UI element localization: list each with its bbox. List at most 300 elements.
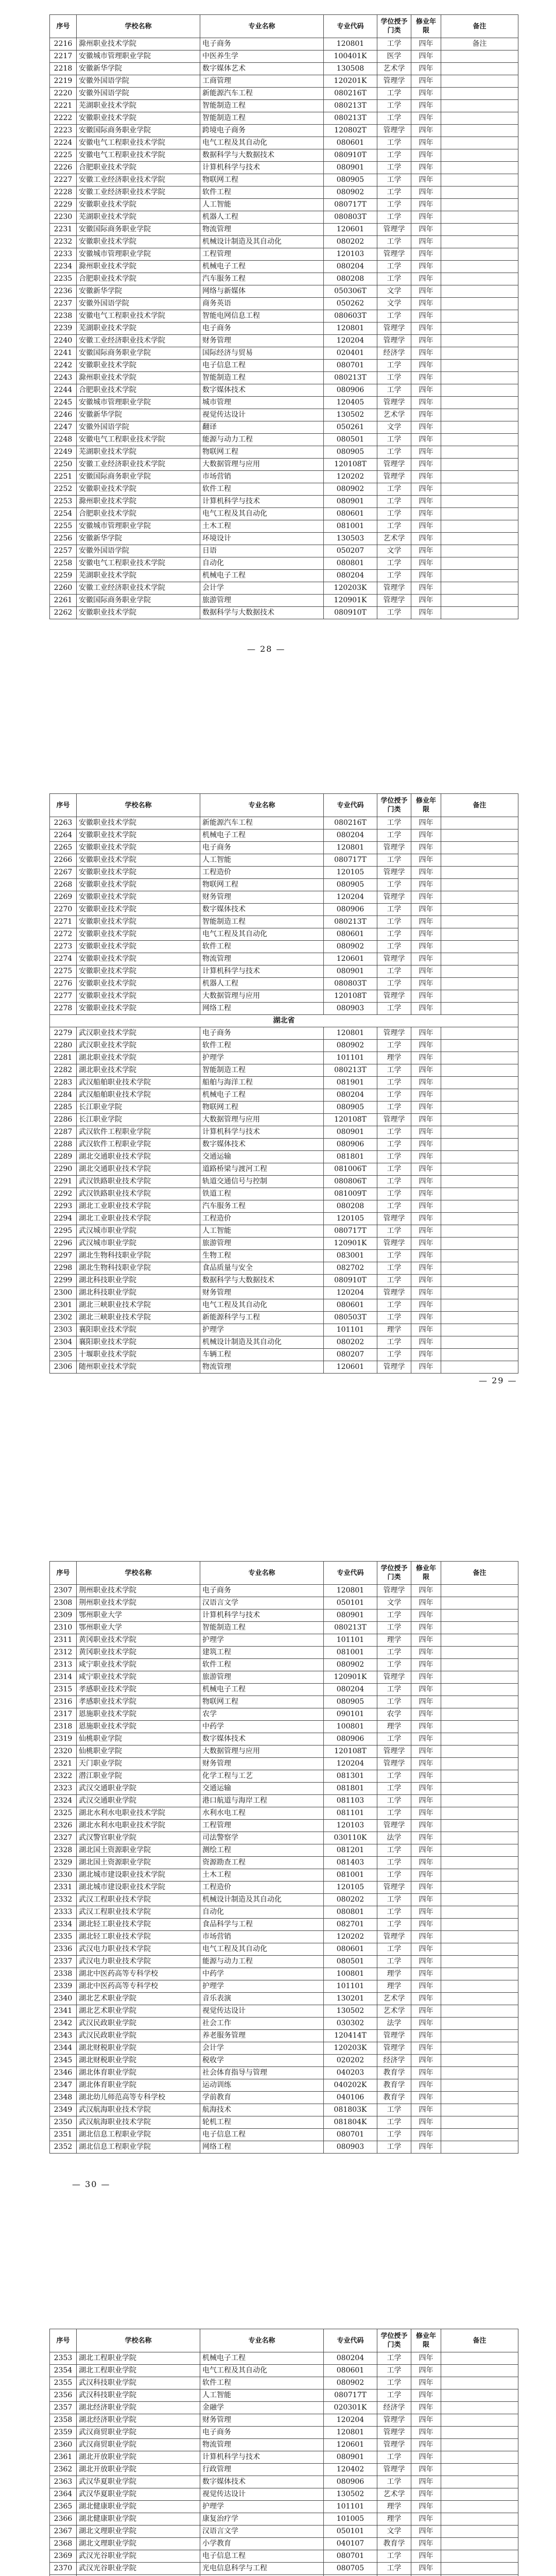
program-code: 130502 [324,409,377,421]
remarks [441,2501,518,2513]
school-name: 武汉职业技术学院 [77,1040,200,1052]
remarks [441,953,518,965]
study-duration: 四年 [411,310,441,323]
table-row [50,1299,518,1312]
remarks [441,607,518,619]
study-duration: 四年 [411,285,441,298]
program-code: 080208 [324,1200,377,1213]
degree-category: 工学 [377,1275,411,1287]
table-row [50,1943,518,1956]
degree-category: 管理学 [377,75,411,88]
program-name: 智能制造工程 [200,1622,324,1634]
study-duration: 四年 [411,1225,441,1238]
program-name: 网络工程 [200,2141,324,2154]
remarks [441,1659,518,1671]
program-code: 120405 [324,397,377,409]
program-code: 120108T [324,1745,377,1758]
remarks [441,2513,518,2526]
remarks [441,187,518,199]
table-row [50,2141,518,2154]
study-duration: 四年 [411,1003,441,1015]
study-duration: 四年 [411,1064,441,1077]
program-name: 学前教育 [200,2092,324,2104]
school-name: 湖北科技职业学院 [77,1287,200,1299]
row-index: 2370 [50,2563,77,2575]
study-duration: 四年 [411,2526,441,2538]
degree-category: 工学 [377,1857,411,1869]
school-name: 武汉华夏职业学院 [77,2476,200,2488]
table-row [50,854,518,867]
program-name: 大数据管理与应用 [200,990,324,1003]
program-name: 机器人工程 [200,211,324,224]
table-row [50,199,518,211]
school-name: 湖北交通职业技术学院 [77,1151,200,1163]
program-name: 旅游管理 [200,1238,324,1250]
degree-category: 工学 [377,1795,411,1807]
row-index: 2294 [50,1213,77,1225]
table-row [50,2439,518,2451]
degree-category: 艺术学 [377,2488,411,2501]
study-duration: 四年 [411,1200,441,1213]
study-duration: 四年 [411,1820,441,1832]
program-code: 080204 [324,570,377,582]
school-name: 武汉华夏职业学院 [77,2488,200,2501]
study-duration: 四年 [411,508,441,520]
program-name: 工程管理 [200,248,324,261]
school-name: 安徽职业技术学院 [77,854,200,867]
table-row [50,879,518,891]
school-name: 湖北水利水电职业技术学院 [77,1820,200,1832]
school-name: 安徽新华学院 [77,533,200,545]
table-row [50,1894,518,1906]
program-name: 行政管理 [200,2464,324,2476]
remarks [441,867,518,879]
row-index: 2368 [50,2538,77,2550]
school-name: 湖北体育职业学院 [77,2079,200,2092]
row-index: 2324 [50,1795,77,1807]
degree-category: 法学 [377,1832,411,1844]
program-name: 生物工程 [200,1250,324,1262]
study-duration: 四年 [411,100,441,112]
program-code: 080601 [324,1299,377,1312]
table-row [50,2389,518,2402]
study-duration: 四年 [411,2476,441,2488]
program-name: 运动训练 [200,2079,324,2092]
study-duration: 四年 [411,570,441,582]
table-row [50,1126,518,1139]
program-code: 120204 [324,335,377,347]
row-index: 2338 [50,1968,77,1980]
program-name: 数字媒体艺术 [200,63,324,75]
degree-category: 管理学 [377,891,411,904]
program-name: 中药学 [200,1721,324,1733]
study-duration: 四年 [411,1597,441,1609]
degree-category: 工学 [377,88,411,100]
school-name: 合肥职业技术学院 [77,384,200,397]
study-duration: 四年 [411,298,441,310]
school-name: 湖北职业技术学院 [77,1064,200,1077]
row-index: 2317 [50,1708,77,1721]
study-duration: 四年 [411,1151,441,1163]
remarks [441,545,518,557]
degree-category: 工学 [377,483,411,496]
study-duration: 四年 [411,2042,441,2055]
study-duration: 四年 [411,1980,441,1993]
program-code: 080906 [324,1139,377,1151]
study-duration: 四年 [411,174,441,187]
degree-category: 经济学 [377,2055,411,2067]
program-code: 101101 [324,2501,377,2513]
table-row [50,211,518,224]
remarks [441,557,518,570]
program-name: 电子信息工程 [200,2129,324,2141]
table-row [50,2092,518,2104]
remarks [441,1238,518,1250]
remarks [441,409,518,421]
remarks [441,446,518,459]
row-index: 2245 [50,397,77,409]
program-code: 120201K [324,75,377,88]
degree-category: 管理学 [377,323,411,335]
program-code: 050262 [324,298,377,310]
row-index: 2367 [50,2526,77,2538]
school-name: 安徽外国语学院 [77,298,200,310]
program-name: 跨境电子商务 [200,125,324,137]
remarks [441,459,518,471]
remarks [441,2427,518,2439]
table-row [50,953,518,965]
row-index: 2225 [50,149,77,162]
table-row [50,1622,518,1634]
program-name: 数字媒体技术 [200,1139,324,1151]
program-name: 软件工程 [200,1040,324,1052]
table-row [50,409,518,421]
school-name: 湖北工业职业技术学院 [77,1200,200,1213]
degree-category: 理学 [377,1980,411,1993]
study-duration: 四年 [411,2538,441,2550]
remarks [441,2550,518,2563]
remarks [441,211,518,224]
study-duration: 四年 [411,2116,441,2129]
table-row [50,248,518,261]
table-row [50,1250,518,1262]
program-name: 自动化 [200,557,324,570]
program-code: 080213T [324,1064,377,1077]
table-row [50,916,518,928]
remarks [441,1361,518,1374]
remarks [441,162,518,174]
remarks [441,2352,518,2365]
program-name: 电气工程及其自动化 [200,1299,324,1312]
program-name: 社会工作 [200,2018,324,2030]
study-duration: 四年 [411,1931,441,1943]
degree-category: 工学 [377,1299,411,1312]
degree-category: 工学 [377,1336,411,1349]
study-duration: 四年 [411,1312,441,1324]
row-index: 2241 [50,347,77,360]
school-name: 安徽职业技术学院 [77,236,200,248]
remarks [441,2377,518,2389]
degree-category: 管理学 [377,1820,411,1832]
row-index: 2295 [50,1225,77,1238]
remarks [441,2414,518,2427]
degree-category: 文学 [377,298,411,310]
page-31 [49,2329,518,2576]
table-row [50,2538,518,2550]
program-name: 新能源科学与工程 [200,1312,324,1324]
table-row [50,2116,518,2129]
program-name: 物联网工程 [200,1696,324,1708]
school-name: 襄阳职业技术学院 [77,1324,200,1336]
remarks [441,2464,518,2476]
page-number: — 28 — [247,644,286,654]
degree-category: 工学 [377,1188,411,1200]
program-name: 电子商务 [200,2427,324,2439]
study-duration: 四年 [411,187,441,199]
remarks [441,1882,518,1894]
degree-category: 工学 [377,1089,411,1101]
table-row [50,1634,518,1647]
remarks [441,1126,518,1139]
program-code: 120601 [324,2439,377,2451]
program-name: 船舶与海洋工程 [200,1077,324,1089]
remarks [441,1151,518,1163]
school-name: 荆州职业技术学院 [77,1585,200,1597]
study-duration: 四年 [411,607,441,619]
table-row [50,1114,518,1126]
program-code: 081009T [324,1188,377,1200]
school-name: 安徽职业技术学院 [77,978,200,990]
degree-category: 文学 [377,421,411,434]
study-duration: 四年 [411,1114,441,1126]
program-code: 120105 [324,1882,377,1894]
study-duration: 四年 [411,471,441,483]
program-name: 工程造价 [200,1213,324,1225]
school-name: 安徽职业技术学院 [77,867,200,879]
table-row [50,1993,518,2005]
remarks [441,1163,518,1176]
degree-category: 艺术学 [377,409,411,421]
study-duration: 四年 [411,1795,441,1807]
table-row [50,335,518,347]
column-header: 备注 [441,2329,518,2352]
degree-category: 工学 [377,1139,411,1151]
remarks [441,2389,518,2402]
school-name: 湖北科技职业学院 [77,1275,200,1287]
table-row [50,1064,518,1077]
study-duration: 四年 [411,1299,441,1312]
row-index: 2303 [50,1324,77,1336]
remarks [441,990,518,1003]
school-name: 湖北经济职业学院 [77,2402,200,2414]
program-name: 软件工程 [200,483,324,496]
program-code: 080901 [324,496,377,508]
study-duration: 四年 [411,1176,441,1188]
degree-category: 农学 [377,1708,411,1721]
degree-category: 工学 [377,1807,411,1820]
table-row [50,582,518,595]
program-code: 120901K [324,595,377,607]
study-duration: 四年 [411,545,441,557]
remarks [441,1795,518,1807]
table-row [50,63,518,75]
study-duration: 四年 [411,446,441,459]
study-duration: 四年 [411,2439,441,2451]
degree-category: 经济学 [377,2402,411,2414]
program-code: 130502 [324,2005,377,2018]
program-name: 电子商务 [200,842,324,854]
table-row [50,125,518,137]
remarks [441,149,518,162]
program-code: 080705 [324,2563,377,2575]
program-name: 软件工程 [200,1659,324,1671]
remarks [441,1906,518,1919]
column-header: 专业代码 [324,794,377,817]
degree-category: 管理学 [377,990,411,1003]
degree-category: 管理学 [377,2427,411,2439]
program-code: 080501 [324,434,377,446]
remarks [441,421,518,434]
remarks [441,1943,518,1956]
row-index: 2270 [50,904,77,916]
study-duration: 四年 [411,1101,441,1114]
program-code: 080213T [324,916,377,928]
degree-category: 工学 [377,1647,411,1659]
program-name: 汉语言文学 [200,1597,324,1609]
program-name: 养老服务管理 [200,2030,324,2042]
table-row [50,1770,518,1783]
school-name: 恩施职业技术学院 [77,1708,200,1721]
program-code: 020401 [324,347,377,360]
study-duration: 四年 [411,817,441,829]
study-duration: 四年 [411,1857,441,1869]
program-code: 081001 [324,520,377,533]
table-row [50,1349,518,1361]
degree-category: 管理学 [377,1361,411,1374]
study-duration: 四年 [411,2563,441,2575]
study-duration: 四年 [411,990,441,1003]
degree-category: 教育学 [377,2067,411,2079]
study-duration: 四年 [411,1349,441,1361]
degree-category: 管理学 [377,1745,411,1758]
table-row [50,2513,518,2526]
program-code: 082701 [324,1919,377,1931]
program-code: 082702 [324,1262,377,1275]
program-name: 水利水电工程 [200,1807,324,1820]
study-duration: 四年 [411,1040,441,1052]
degree-category: 教育学 [377,2538,411,2550]
program-code: 120203K [324,582,377,595]
study-duration: 四年 [411,1894,441,1906]
study-duration: 四年 [411,1077,441,1089]
table-row [50,2563,518,2575]
program-name: 交通运输 [200,1151,324,1163]
row-index: 2314 [50,1671,77,1684]
degree-category: 工学 [377,557,411,570]
degree-category: 工学 [377,1077,411,1089]
study-duration: 四年 [411,2018,441,2030]
table-row [50,2055,518,2067]
table-row [50,533,518,545]
remarks [441,1312,518,1324]
degree-category: 理学 [377,1968,411,1980]
school-name: 湖北交通职业技术学院 [77,1163,200,1176]
table-row [50,421,518,434]
row-index: 2243 [50,372,77,384]
row-index: 2290 [50,1163,77,1176]
program-code: 120108T [324,990,377,1003]
table-row [50,2501,518,2513]
school-name: 湖北三峡职业技术学院 [77,1312,200,1324]
program-code: 080902 [324,941,377,953]
study-duration: 四年 [411,63,441,75]
row-index: 2310 [50,1622,77,1634]
program-name: 智能制造工程 [200,112,324,125]
program-code: 080910T [324,149,377,162]
row-index: 2286 [50,1114,77,1126]
school-name: 湖北艺术职业学院 [77,1993,200,2005]
program-code: 120402 [324,2464,377,2476]
remarks [441,323,518,335]
column-header: 序号 [50,2329,77,2352]
study-duration: 四年 [411,409,441,421]
remarks [441,1807,518,1820]
degree-category: 工学 [377,2550,411,2563]
table-row [50,1077,518,1089]
program-name: 环境设计 [200,533,324,545]
program-name: 机器人工程 [200,978,324,990]
program-code: 120103 [324,248,377,261]
program-code: 080717T [324,199,377,211]
degree-category: 法学 [377,2018,411,2030]
program-code: 081804K [324,2116,377,2129]
program-name: 电子信息工程 [200,2550,324,2563]
table-row [50,867,518,879]
column-header: 专业名称 [200,794,324,817]
degree-category: 工学 [377,199,411,211]
row-index: 2283 [50,1077,77,1089]
program-name: 机械电子工程 [200,1089,324,1101]
program-name: 汉语言文学 [200,2526,324,2538]
row-index: 2352 [50,2141,77,2154]
table-row [50,990,518,1003]
table-row [50,842,518,854]
degree-category: 管理学 [377,1882,411,1894]
school-name: 湖北中医药高等专科学校 [77,1968,200,1980]
remarks [441,1176,518,1188]
study-duration: 四年 [411,2092,441,2104]
degree-category: 工学 [377,965,411,978]
table-row [50,1275,518,1287]
remarks [441,434,518,446]
program-code: 080204 [324,2352,377,2365]
school-name: 武汉软件工程职业学院 [77,1126,200,1139]
program-name: 工程造价 [200,867,324,879]
table-row [50,1844,518,1857]
study-duration: 四年 [411,941,441,953]
remarks [441,508,518,520]
row-index: 2296 [50,1238,77,1250]
column-header: 学校名称 [77,794,200,817]
program-name: 建筑工程 [200,1647,324,1659]
row-index: 2231 [50,224,77,236]
row-index: 2363 [50,2476,77,2488]
school-name: 潜江职业学院 [77,1770,200,1783]
school-name: 孝感职业技术学院 [77,1684,200,1696]
program-code: 080806T [324,1176,377,1188]
school-name: 咸宁职业技术学院 [77,1659,200,1671]
degree-category: 工学 [377,112,411,125]
